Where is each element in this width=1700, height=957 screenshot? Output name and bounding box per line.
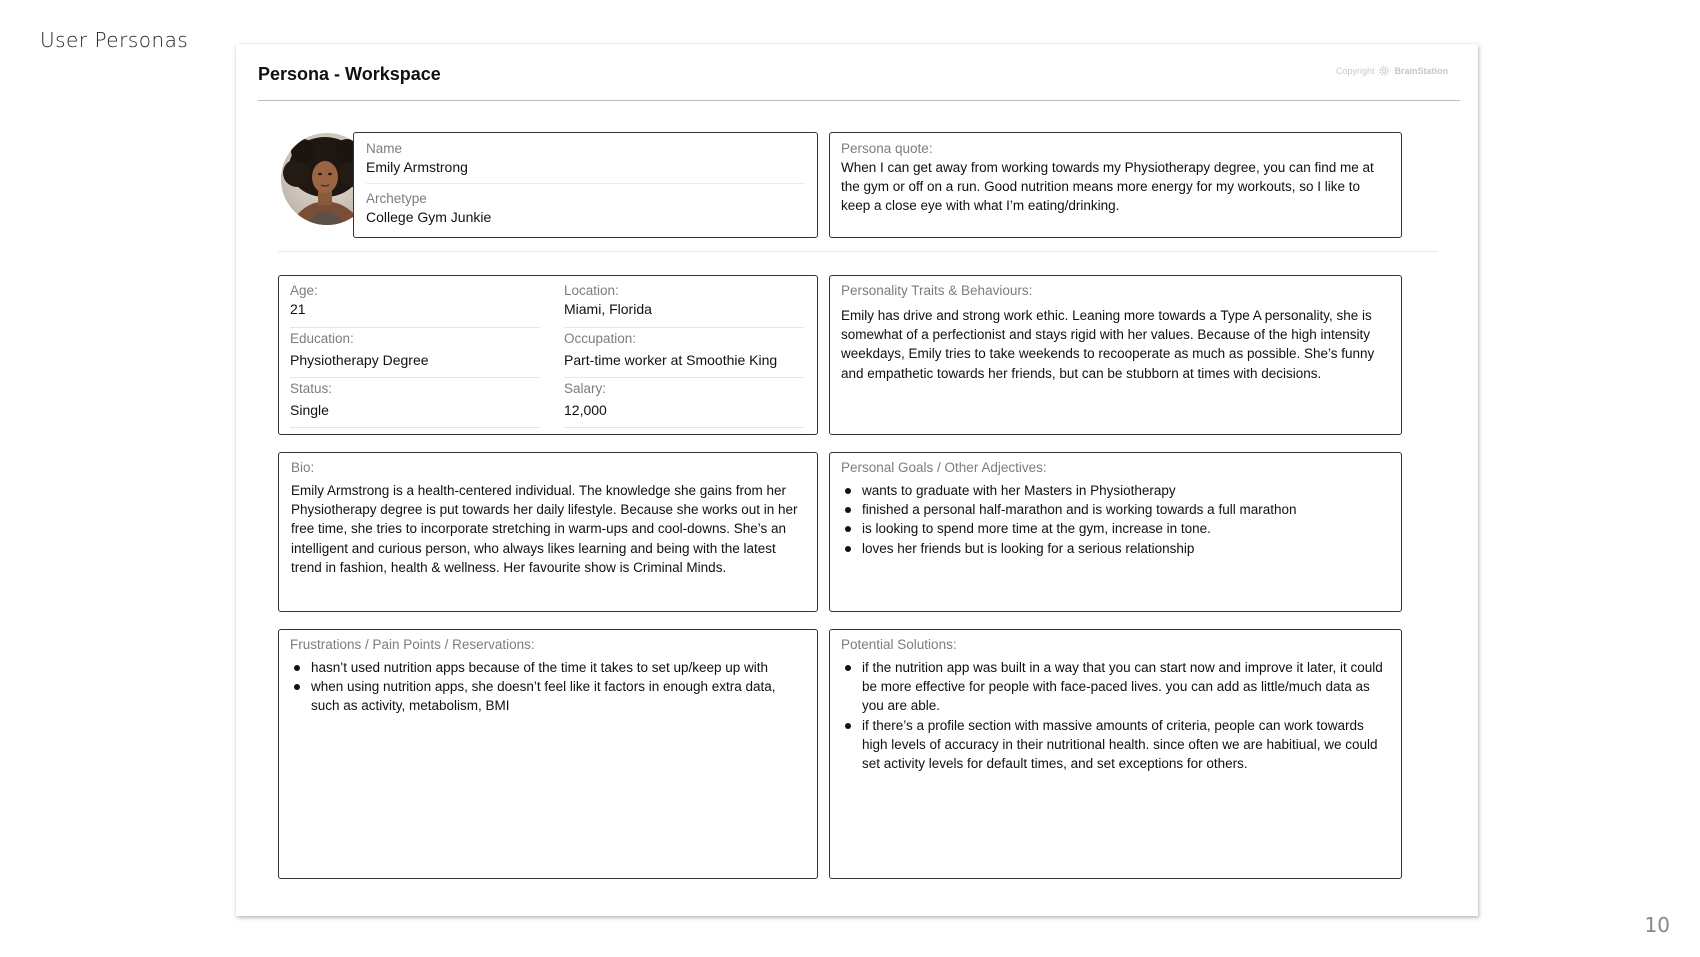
status-value: Single	[290, 402, 329, 418]
education-value: Physiotherapy Degree	[290, 352, 429, 368]
age-field	[290, 282, 540, 328]
list-item: if there’s a profile section with massive amounts of criteria, people can work towards high levels of accuracy in their nutritional health. since often we are habitiual, we could set activity levels for default times, and set exceptions for others.	[841, 716, 1390, 774]
frustrations-label: Frustrations / Pain Points / Reservations:	[290, 637, 535, 652]
location-field	[564, 282, 804, 328]
frustrations-card	[278, 629, 818, 879]
section-divider	[278, 251, 1438, 252]
status-label: Status:	[290, 381, 333, 396]
archetype-value: College Gym Junkie	[366, 209, 492, 225]
name-value: Emily Armstrong	[366, 159, 468, 175]
name-card	[353, 132, 818, 238]
goals-list	[841, 481, 1390, 558]
list-item: wants to graduate with her Masters in Physiotherapy	[841, 481, 1390, 500]
persona-sheet	[236, 44, 1478, 916]
goals-label: Personal Goals / Other Adjectives:	[841, 460, 1047, 475]
copyright-brand: BrainStation	[1394, 66, 1448, 76]
list-item: loves her friends but is looking for a serious relationship	[841, 539, 1390, 558]
list-item: if the nutrition app was built in a way that you can start now and improve it later, it could be more effective for people with face-paced lives. you can add as little/much data as you are able.	[841, 658, 1390, 716]
quote-card	[829, 132, 1402, 238]
personality-label: Personality Traits & Behaviours:	[841, 283, 1033, 298]
education-label: Education:	[290, 331, 354, 346]
slide-title: User Personas	[40, 28, 189, 52]
sheet-title: Persona - Workspace	[258, 64, 441, 84]
archetype-label: Archetype	[366, 191, 427, 206]
age-value: 21	[290, 301, 306, 317]
bio-card	[278, 452, 818, 612]
bio-label: Bio:	[291, 460, 315, 475]
age-label: Age:	[290, 283, 318, 298]
demographics-card	[278, 275, 818, 435]
occupation-label: Occupation:	[564, 331, 637, 346]
salary-field	[564, 380, 804, 428]
location-value: Miami, Florida	[564, 301, 652, 317]
solutions-list	[841, 658, 1390, 773]
occupation-field	[564, 330, 804, 378]
page-number: 10	[1644, 913, 1670, 937]
education-field	[290, 330, 540, 378]
status-field	[290, 380, 540, 428]
personality-text: Emily has drive and strong work ethic. Leaning more towards a Type A personality, she is somewhat of a perfectionist and stays rigid with her values. Because of the high intensity weekdays, Emily tries to take weekends to recooperate as much as possible. She’s funny and empathetic towards her friends, but can be stubborn at times with decisions.	[841, 308, 1375, 381]
frustrations-list	[290, 658, 806, 716]
bio-text: Emily Armstrong is a health-centered individual. The knowledge she gains from her Physiotherapy degree is put towards her daily lifestyle. Because she works out in her free time, she tries to incorporate stretching in warm-ups and cool-downs. She’s an intelligent and curious person, who always likes learning and being with the latest trend in fashion, health & wellness. Her favourite show is Criminal Minds.	[291, 483, 798, 575]
archetype-field	[366, 190, 805, 227]
copyright-text: Copyright	[1335, 66, 1375, 76]
location-label: Location:	[564, 283, 619, 298]
name-label: Name	[366, 141, 403, 156]
list-item: when using nutrition apps, she doesn’t feel like it factors in enough extra data, such as activity, metabolism, BMI	[290, 677, 806, 715]
gear-icon	[1378, 65, 1390, 77]
copyright-mark	[1336, 65, 1448, 77]
list-item: hasn’t used nutrition apps because of the time it takes to set up/keep up with	[290, 658, 806, 677]
quote-text: When I can get away from working towards my Physiotherapy degree, you can find me at the gym or off on a run. Good nutrition means more energy for my workouts, so I like to keep a close eye with what I’m eating/drinking.	[841, 160, 1374, 214]
list-item: finished a personal half-marathon and is working towards a full marathon	[841, 500, 1390, 519]
solutions-card	[829, 629, 1402, 879]
occupation-value: Part-time worker at Smoothie King	[564, 352, 778, 368]
name-field	[366, 140, 805, 184]
salary-value: 12,000	[564, 402, 607, 418]
salary-label: Salary:	[564, 381, 607, 396]
goals-card	[829, 452, 1402, 612]
solutions-label: Potential Solutions:	[841, 637, 957, 652]
quote-label: Persona quote:	[841, 141, 933, 156]
list-item: is looking to spend more time at the gym, increase in tone.	[841, 519, 1390, 538]
sheet-header	[258, 44, 1460, 101]
personality-card	[829, 275, 1402, 435]
